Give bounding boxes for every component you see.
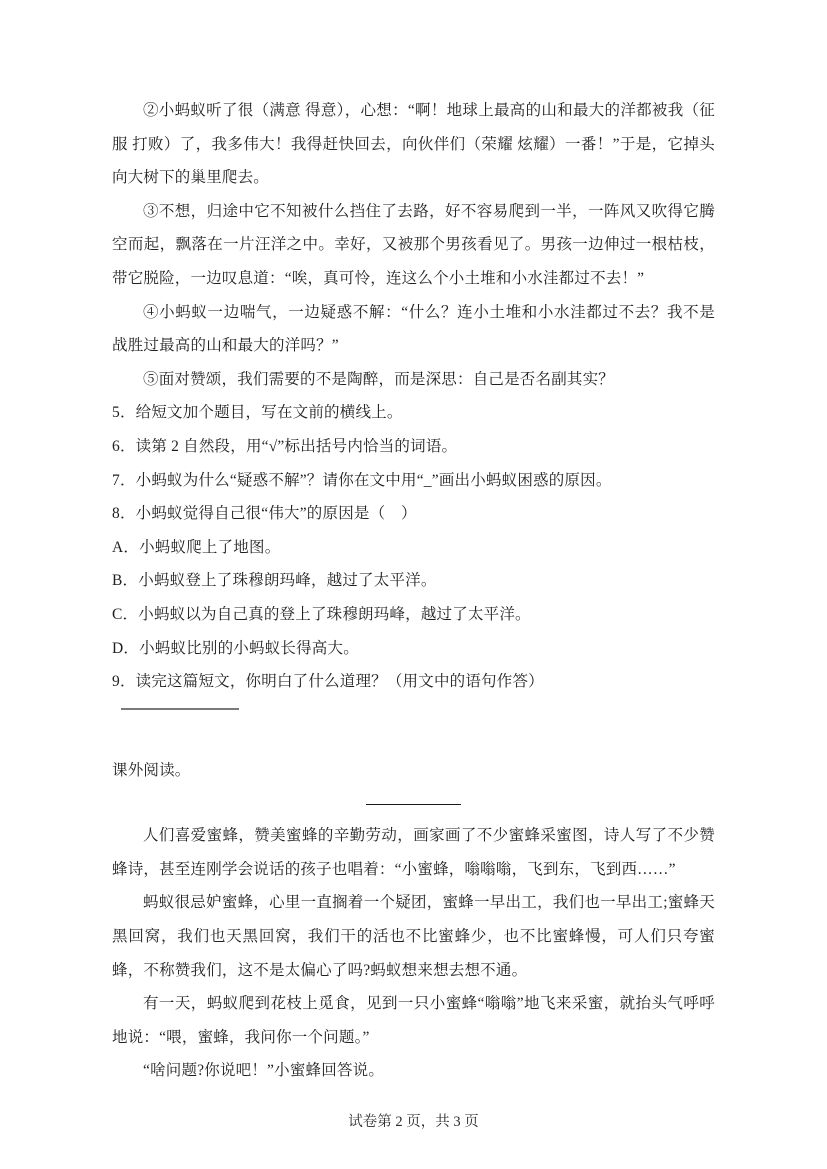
section-label-extracurricular-reading: 课外阅读。 — [112, 761, 191, 779]
passage1-paragraph-4: ④小蚂蚁一边喘气，一边疑惑不解：“什么？连小土堆和小水洼都过不去？我不是战胜过最高的山和最大的洋吗？” — [112, 303, 715, 355]
question-5: 5．给短文加个题目，写在文前的横线上。 — [112, 404, 403, 422]
passage1-paragraph-5: ⑤面对赞颂，我们需要的不是陶醉，而是深思：自己是否名副其实？ — [143, 370, 615, 388]
title-blank-line — [366, 804, 461, 805]
question-7: 7．小蚂蚁为什么“疑惑不解”？请你在文中用“_”画出小蚂蚁困惑的原因。 — [112, 471, 612, 489]
question-8-option-a: A．小蚂蚁爬上了地图。 — [112, 538, 281, 556]
answer-blank-line — [121, 708, 239, 710]
question-6: 6．读第 2 自然段，用“√”标出括号内恰当的词语。 — [112, 437, 458, 455]
passage2-paragraph-1: 人们喜爱蜜蜂，赞美蜜蜂的辛勤劳动，画家画了不少蜜蜂采蜜图，诗人写了不少赞蜂诗，甚至连刚学会说话的孩子也唱着：“小蜜蜂，嗡嗡嗡，飞到东，飞到西……” — [112, 827, 715, 878]
page-content — [112, 94, 715, 1088]
passage1-paragraph-3: ③不想，归途中它不知被什么挡住了去路，好不容易爬到一半，一阵风又吹得它腾空而起，飘落在一片汪洋之中。幸好，又被那个男孩看见了。男孩一边伸过一根枯枝，带它脱险，一边叹息道：“唉，真可怜，连这么个小土堆和小水洼都过不去！” — [112, 202, 715, 287]
question-8-option-c: C．小蚂蚁以为自己真的登上了珠穆朗玛峰，越过了太平洋。 — [112, 605, 531, 623]
question-8: 8．小蚂蚁觉得自己很“伟大”的原因是（ ） — [112, 505, 417, 523]
question-8-option-b: B．小蚂蚁登上了珠穆朗玛峰，越过了太平洋。 — [112, 572, 437, 590]
question-8-option-d: D．小蚂蚁比别的小蚂蚁长得高大。 — [112, 639, 359, 657]
page-footer: 试卷第 2 页，共 3 页 — [348, 1114, 479, 1130]
passage2-paragraph-3: 有一天，蚂蚁爬到花枝上觅食，见到一只小蜜蜂“嗡嗡”地飞来采蜜，就抬头气呼呼地说：“喂，蜜蜂，我问你一个问题。” — [112, 995, 715, 1046]
passage2-paragraph-4: “啥问题?你说吧！”小蜜蜂回答说。 — [143, 1062, 385, 1080]
question-9: 9．读完这篇短文，你明白了什么道理？（用文中的语句作答） — [112, 673, 544, 691]
passage2-paragraph-2: 蚂蚁很忌妒蜜蜂，心里一直搁着一个疑团，蜜蜂一早出工，我们也一早出工;蜜蜂天黑回窝，我们也天黑回窝，我们干的活也不比蜜蜂少，也不比蜜蜂慢，可人们只夸蜜蜂，不称赞我们，这不是太偏心了吗?蚂蚁想来想去想不通。 — [112, 894, 715, 979]
passage1-paragraph-2: ②小蚂蚁听了很（满意 得意），心想：“啊！地球上最高的山和最大的洋都被我（征服 打败）了，我多伟大！我得赶快回去，向伙伴们（荣耀 炫耀）一番！”于是，它掉头向大树下的巢里爬去。 — [112, 102, 715, 187]
